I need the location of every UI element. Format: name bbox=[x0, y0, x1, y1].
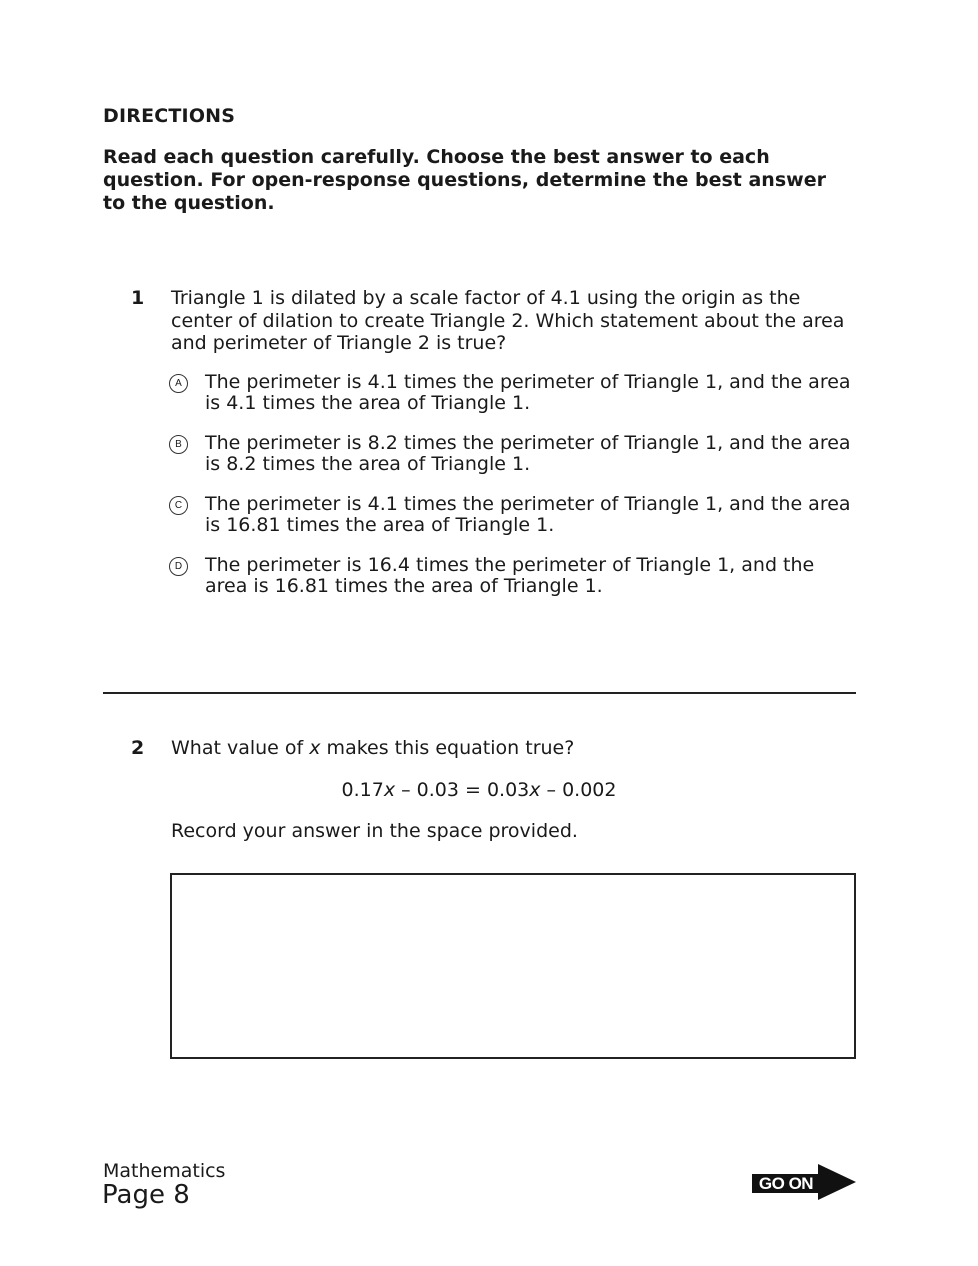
question-1-number: 1 bbox=[131, 287, 145, 309]
equation-part-3: – 0.002 bbox=[540, 779, 617, 801]
go-on-indicator bbox=[752, 1164, 856, 1200]
footer-subject: Mathematics bbox=[103, 1160, 226, 1182]
option-d-bubble[interactable]: D bbox=[169, 557, 188, 576]
equation-variable-1: x bbox=[383, 779, 396, 801]
footer-page-number: Page 8 bbox=[102, 1180, 190, 1210]
section-divider bbox=[103, 692, 856, 694]
arrow-right-icon bbox=[818, 1164, 856, 1200]
question-2-stem-prefix: What value of bbox=[171, 737, 310, 759]
equation-part-2: – 0.03 = 0.03 bbox=[395, 779, 530, 801]
answer-box[interactable] bbox=[170, 873, 856, 1059]
question-2-instruction: Record your answer in the space provided. bbox=[171, 820, 578, 842]
question-2-stem bbox=[171, 737, 574, 760]
question-2-number: 2 bbox=[131, 737, 145, 759]
equation bbox=[0, 779, 958, 801]
question-2-stem-variable: x bbox=[309, 737, 321, 759]
directions-text: Read each question carefully. Choose the best answer to each question. For open-response questions, determine the best answer to the question. bbox=[103, 146, 826, 214]
option-c-text: The perimeter is 4.1 times the perimeter of Triangle 1, and the area is 16.81 times the area of Triangle 1. bbox=[205, 493, 851, 536]
option-d-text: The perimeter is 16.4 times the perimeter of Triangle 1, and the area is 16.81 times the area of Triangle 1. bbox=[205, 554, 815, 597]
option-c-bubble[interactable]: C bbox=[169, 496, 188, 515]
option-a-text: The perimeter is 4.1 times the perimeter of Triangle 1, and the area is 4.1 times the area of Triangle 1. bbox=[205, 371, 851, 414]
option-b-text: The perimeter is 8.2 times the perimeter of Triangle 1, and the area is 8.2 times the area of Triangle 1. bbox=[205, 432, 851, 475]
question-2-stem-suffix: makes this equation true? bbox=[320, 737, 575, 759]
option-a-bubble[interactable]: A bbox=[169, 374, 188, 393]
question-1-stem: Triangle 1 is dilated by a scale factor of 4.1 using the origin as the center of dilation to create Triangle 2. Which statement about the area and perimeter of Triangle 2 is true? bbox=[171, 287, 845, 354]
directions-heading: DIRECTIONS bbox=[103, 105, 236, 127]
equation-part-1: 0.17 bbox=[341, 779, 384, 801]
go-on-label: GO ON bbox=[752, 1174, 820, 1193]
option-b-bubble[interactable]: B bbox=[169, 435, 188, 454]
equation-variable-2: x bbox=[529, 779, 541, 801]
